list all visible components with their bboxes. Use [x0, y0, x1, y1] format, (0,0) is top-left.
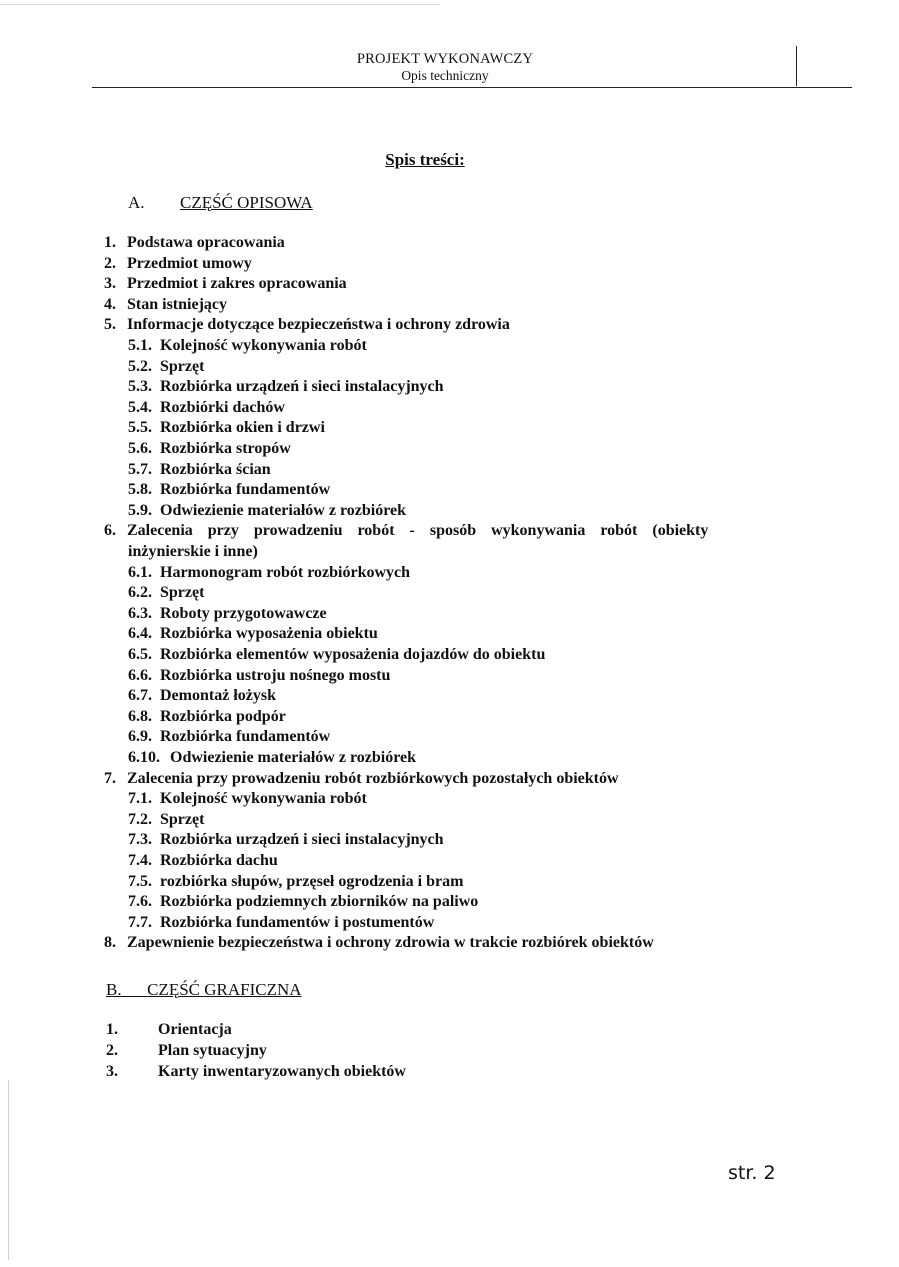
toc-item-text: Rozbiórka ustroju nośnego mostu [160, 666, 391, 684]
toc-b-item-text: Plan sytuacyjny [158, 1041, 267, 1059]
toc-item-text: Rozbiórka okien i drzwi [160, 419, 325, 437]
toc-item-number: 5.3. [128, 378, 152, 396]
toc-item-text: Rozbiórki dachów [160, 398, 285, 416]
toc-item-number: 4. [104, 295, 116, 313]
toc-item-text: Rozbiórka wyposażenia obiektu [160, 625, 378, 643]
section-b-title: CZĘŚĆ GRAFICZNA [147, 980, 302, 999]
toc-b-item-number: 1. [106, 1021, 118, 1038]
toc-item-number: 7.2. [128, 810, 152, 828]
toc-item-number: 7.4. [128, 852, 152, 869]
toc-item-text: Rozbiórka dachu [160, 852, 278, 869]
toc-item-number: 6. [104, 522, 116, 540]
toc-item-number: 7.5. [128, 872, 152, 890]
toc-item-text: Podstawa opracowania [127, 234, 285, 251]
toc-item-number: 5. [104, 316, 116, 334]
toc-item-number: 5.6. [128, 440, 152, 457]
toc-item-number: 5.4. [128, 398, 152, 416]
toc-item-number: 6.4. [128, 625, 152, 643]
toc-item-text: Rozbiórka urządzeń i sieci instalacyjnych [160, 831, 444, 849]
toc-item-text: Stan istniejący [127, 295, 227, 313]
toc-item-text: Roboty przygotowawcze [160, 604, 327, 622]
toc-item-text: Informacje dotyczące bezpieczeństwa i ochrony zdrowia [127, 316, 510, 334]
toc-item-number: 5.7. [128, 460, 152, 478]
toc-item-text: Zapewnienie bezpieczeństwa i ochrony zdrowia w trakcie rozbiórek obiektów [127, 934, 654, 952]
scan-edge-line [0, 4, 440, 5]
toc-item-number: 7.3. [128, 831, 152, 849]
toc-item-text: Odwiezienie materiałów z rozbiórek [160, 501, 407, 519]
toc-item-number: 7.1. [128, 790, 152, 808]
toc-item-text: Przedmiot i zakres opracowania [127, 275, 347, 293]
toc-item-number: 6.9. [128, 728, 152, 746]
section-b-letter: B. [106, 980, 122, 999]
toc-item-number: 6.2. [128, 584, 152, 602]
toc-title: Spis treści: [385, 150, 465, 169]
toc-b-item-text: Orientacja [158, 1021, 232, 1038]
toc-item-number: 7.7. [128, 913, 152, 931]
toc-item-number: 6.10. [128, 749, 160, 766]
toc-item-number: 6.7. [128, 687, 152, 705]
header-rule [92, 87, 852, 88]
toc-item-number: 3. [104, 275, 116, 293]
toc-item-number: 6.6. [128, 666, 152, 684]
header-subtitle: Opis techniczny [401, 68, 489, 83]
toc-item-text: Harmonogram robót rozbiórkowych [160, 563, 411, 581]
toc-b-item-number: 2. [106, 1041, 118, 1059]
toc-item-number: 5.8. [128, 481, 152, 499]
toc-item-text: inżynierskie i inne) [128, 543, 258, 560]
section-a-title: CZĘŚĆ OPISOWA [180, 193, 313, 212]
toc-item-text: Zalecenia przy prowadzeniu robót - sposób wykonywania robót (obiekty [127, 522, 709, 540]
toc-item-number: 7. [104, 769, 116, 787]
section-a-heading [128, 193, 313, 213]
toc-item-text: Sprzęt [160, 584, 205, 602]
toc-item-text: Rozbiórka ścian [160, 460, 271, 478]
toc-item-number: 5.2. [128, 357, 152, 375]
toc-item-text: Kolejność wykonywania robót [160, 337, 367, 354]
toc-item-number: 2. [104, 254, 116, 272]
toc-item-text: Demontaż łożysk [160, 687, 276, 705]
toc-item-number: 5.5. [128, 419, 152, 437]
toc-item-text: Zalecenia przy prowadzeniu robót rozbiórkowych pozostałych obiektów [127, 769, 619, 787]
section-b-heading [106, 980, 302, 1000]
toc-item-text: rozbiórka słupów, przęseł ogrodzenia i bram [160, 872, 464, 890]
toc-item-text: Odwiezienie materiałów z rozbiórek [170, 749, 417, 766]
toc-item-number: 6.5. [128, 646, 152, 663]
toc-item-text: Sprzęt [160, 357, 205, 375]
toc-item-text: Rozbiórka fundamentów i postumentów [160, 913, 435, 931]
toc-item-text: Kolejność wykonywania robót [160, 790, 367, 808]
toc-item-number: 8. [104, 934, 116, 952]
toc-b-item-text: Karty inwentaryzowanych obiektów [158, 1062, 406, 1080]
header-title: PROJEKT WYKONAWCZY [356, 51, 534, 67]
section-a-letter: A. [128, 193, 145, 212]
toc-item-text: Przedmiot umowy [127, 254, 252, 272]
toc-item-text: Rozbiórka elementów wyposażenia dojazdów do obiektu [160, 646, 546, 663]
toc-item-text: Rozbiórka podpór [160, 707, 286, 725]
toc-item-text: Rozbiórka urządzeń i sieci instalacyjnych [160, 378, 444, 396]
toc-b-item-number: 3. [106, 1062, 118, 1080]
toc-item-number: 6.3. [128, 604, 152, 622]
toc-item-number: 6.1. [128, 563, 152, 581]
toc-item-text: Sprzęt [160, 810, 205, 828]
scan-margin-line [8, 1080, 9, 1260]
toc-item-text: Rozbiórka fundamentów [160, 728, 331, 746]
toc-item-number: 5.1. [128, 337, 152, 354]
toc-item-number: 5.9. [128, 501, 152, 519]
page-number: str. 2 [728, 1162, 776, 1184]
toc-item-text: Rozbiórka fundamentów [160, 481, 331, 499]
toc-item-text: Rozbiórka stropów [160, 440, 291, 457]
toc-item-text: Rozbiórka podziemnych zbiorników na paliwo [160, 893, 479, 911]
toc-item-number: 7.6. [128, 893, 152, 911]
toc-item-number: 6.8. [128, 707, 152, 725]
toc-item-number: 1. [104, 234, 116, 251]
header-vertical-rule [796, 46, 797, 86]
